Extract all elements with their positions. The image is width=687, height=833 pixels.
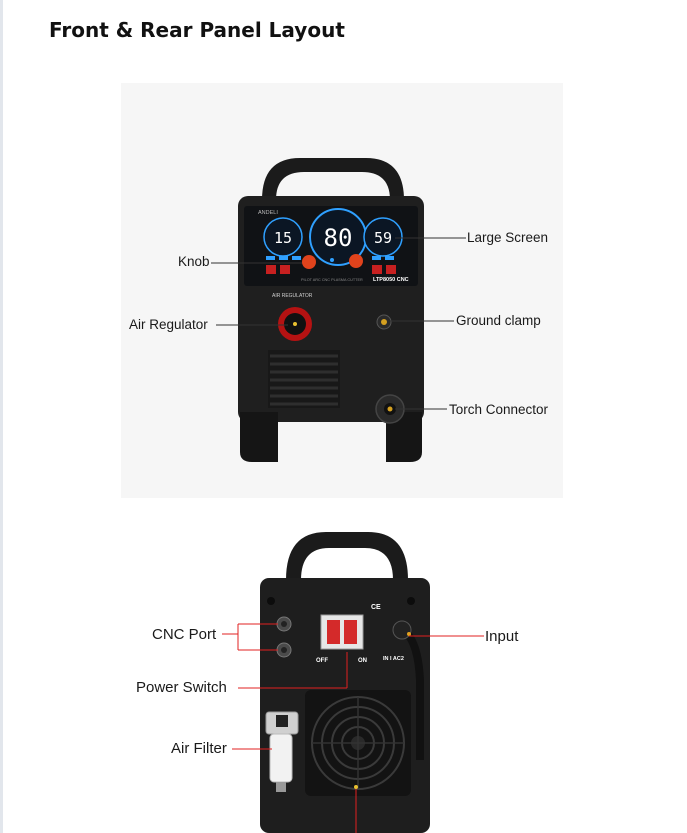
switch-on-label: ON [358,658,367,664]
label-torch-connector: Torch Connector [449,402,549,417]
brand-label: ANDELI [258,210,278,216]
regulator-caption: AIR REGULATOR [272,293,313,299]
label-knob: Knob [178,254,210,269]
power-switch-lever-right [344,620,357,644]
center-display-value: 80 [323,224,353,252]
power-switch-lever-left [327,620,340,644]
left-display-value: 15 [273,229,293,247]
label-large-screen: Large Screen [467,230,549,245]
screw [267,597,275,605]
air-filter-knob [276,715,288,727]
air-filter-drain [276,782,286,792]
ce-mark: CE [371,604,381,611]
cnc-port-upper-pins [281,621,287,627]
screw [407,597,415,605]
rear-handle [286,532,408,580]
cnc-port-lower-pins [281,647,287,653]
input-gland [393,621,411,639]
subtitle-label: PILOT ARC CNC PLASMA CUTTER [301,278,363,282]
label-air-filter: Air Filter [171,740,227,757]
label-air-regulator: Air Regulator [129,317,208,332]
fan-marker [354,785,358,789]
input-mark: IN I AC2 [383,656,404,662]
label-power-switch: Power Switch [136,679,227,696]
label-cnc-port: CNC Port [152,626,217,643]
air-filter-bowl [270,734,292,782]
input-marker [407,632,411,636]
model-label: LTP8050 CNC [373,277,409,283]
label-ground-clamp: Ground clamp [456,313,541,328]
label-input: Input [485,628,519,645]
right-display-value: 59 [373,229,393,247]
switch-off-label: OFF [316,658,328,664]
page-title: Front & Rear Panel Layout [49,18,345,42]
